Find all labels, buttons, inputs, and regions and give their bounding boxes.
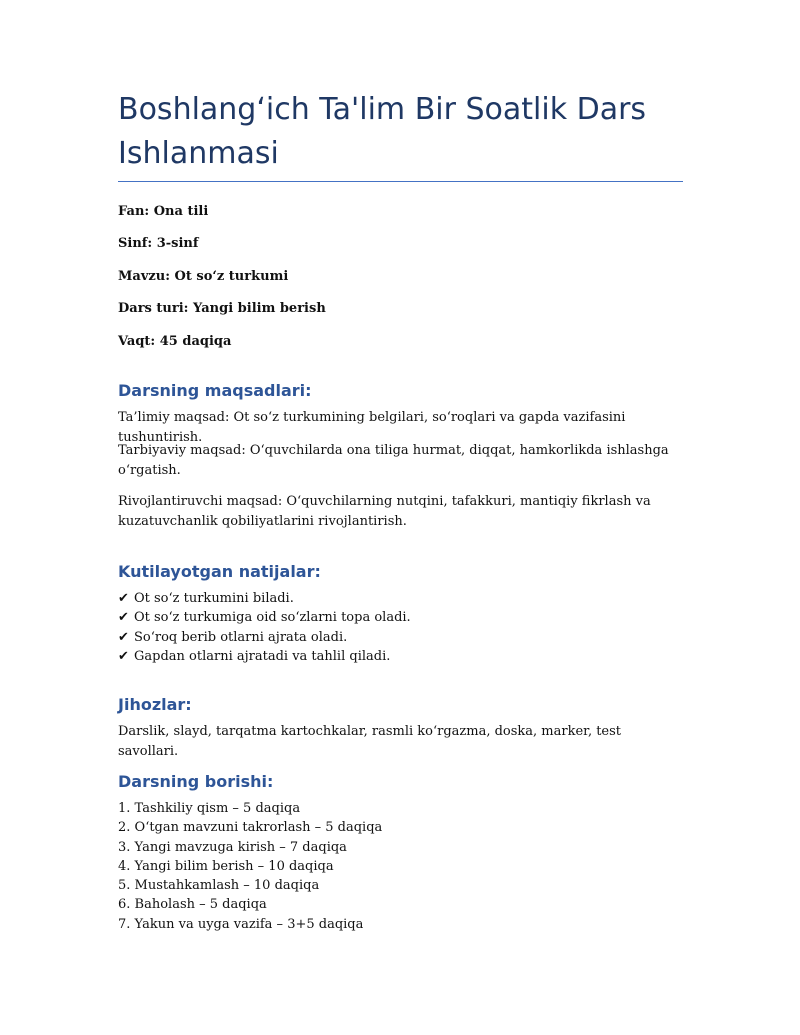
list-item: 5. Mustahkamlash – 10 daqiqa <box>118 878 320 894</box>
list-item: 2. O‘tgan mavzuni takrorlash – 5 daqiqa <box>118 820 383 836</box>
checkmark-icon: ✔ <box>118 591 129 606</box>
list-item: ✔ Ot so‘z turkumini biladi. <box>118 589 683 608</box>
list-item: 3. Yangi mavzuga kirish – 7 daqiqa <box>118 839 347 855</box>
list-item: 1. Tashkiliy qism – 5 daqiqa <box>118 801 301 816</box>
list-item: ✔ Gapdan otlarni ajratadi va tahlil qiladi. <box>118 647 683 666</box>
list-item: 7. Yakun va uyga vazifa – 3+5 daqiqa <box>118 916 364 932</box>
page-title: Boshlang‘ich Ta'lim Bir Soatlik Dars Ishlanmasi <box>118 92 647 171</box>
goal-talimiy: Ta’limiy maqsad: Ot so‘z turkumining belgilari, so‘roqlari va gapda vazifasini tushuntirish. <box>118 410 626 445</box>
section-heading-borishi: Darsning borishi: <box>118 772 274 791</box>
equipment-text: Darslik, slayd, tarqatma kartochkalar, rasmli ko‘rgazma, doska, marker, test savollari. <box>118 724 622 759</box>
section-heading-natijalar: Kutilayotgan natijalar: <box>118 562 321 581</box>
meta-mavzu: Mavzu: Ot so‘z turkumi <box>118 269 289 284</box>
results-list <box>118 589 683 666</box>
meta-vaqt: Vaqt: 45 daqiqa <box>118 334 232 349</box>
section-heading-jihozlar: Jihozlar: <box>118 695 192 714</box>
checkmark-icon: ✔ <box>118 648 129 664</box>
checkmark-icon: ✔ <box>118 629 129 645</box>
lesson-steps-list <box>118 799 683 934</box>
goal-tarbiyaviy: Tarbiyaviy maqsad: O‘quvchilarda ona tiliga hurmat, diqqat, hamkorlikda ishlashga o‘rgatish. <box>118 443 669 478</box>
section-heading-maqsadlar: Darsning maqsadlari: <box>118 381 312 400</box>
meta-sinf: Sinf: 3-sinf <box>118 236 199 251</box>
meta-dars-turi: Dars turi: Yangi bilim berish <box>118 301 326 316</box>
list-item: ✔ Ot so‘z turkumiga oid so‘zlarni topa oladi. <box>118 608 683 627</box>
title-divider <box>118 181 683 182</box>
list-item: ✔ So‘roq berib otlarni ajrata oladi. <box>118 628 683 647</box>
checkmark-icon: ✔ <box>118 610 129 626</box>
list-item: 6. Baholash – 5 daqiqa <box>118 897 267 913</box>
meta-fan: Fan: Ona tili <box>118 204 209 219</box>
list-item: 4. Yangi bilim berish – 10 daqiqa <box>118 858 334 874</box>
goal-rivojlantiruvchi: Rivojlantiruvchi maqsad: O‘quvchilarning nutqini, tafakkuri, mantiqiy fikrlash va kuzatuvchanlik qobiliyatlarini rivojlantirish. <box>118 494 651 529</box>
